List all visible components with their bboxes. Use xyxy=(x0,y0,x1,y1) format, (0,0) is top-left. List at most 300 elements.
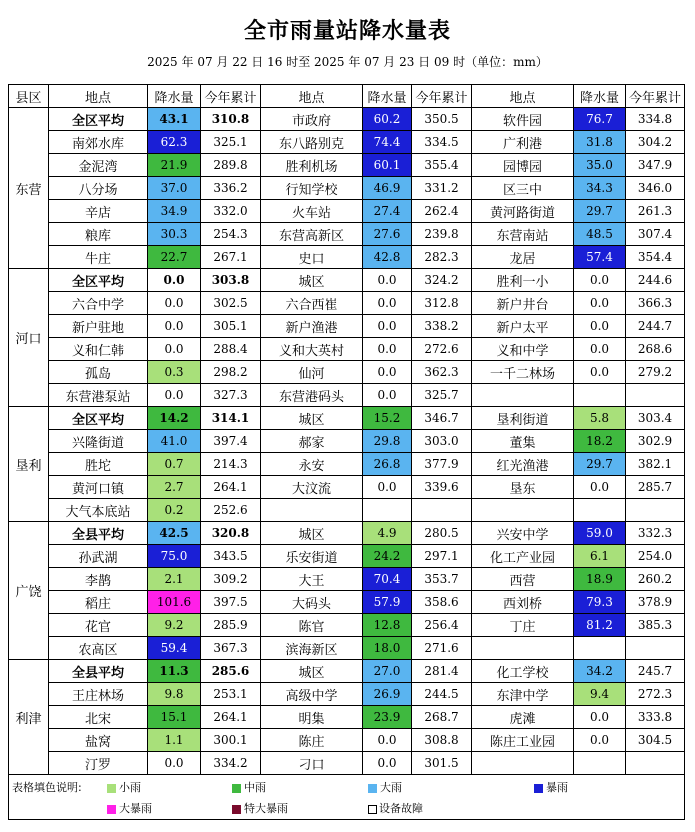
station-name: 陈官 xyxy=(261,614,363,637)
rainfall-value: 27.4 xyxy=(363,200,412,223)
rainfall-value: 5.8 xyxy=(574,407,626,430)
station-name: 花官 xyxy=(49,614,148,637)
rainfall-value: 0.0 xyxy=(363,269,412,292)
header-rainfall: 降水量 xyxy=(148,85,201,108)
station-name: 新户驻地 xyxy=(49,315,148,338)
station-name: 城区 xyxy=(261,269,363,292)
station-name: 兴隆街道 xyxy=(49,430,148,453)
table-row xyxy=(9,223,685,246)
rainfall-value: 0.0 xyxy=(363,315,412,338)
average-label: 全县平均 xyxy=(49,660,148,683)
rainfall-value: 0.0 xyxy=(363,729,412,752)
annual-total-value: 320.8 xyxy=(201,522,261,545)
station-name: 六合西崔 xyxy=(261,292,363,315)
station-name: 陈庄工业园 xyxy=(472,729,574,752)
station-name: 城区 xyxy=(261,407,363,430)
rainfall-value: 0.0 xyxy=(574,706,626,729)
station-name: 明集 xyxy=(261,706,363,729)
station-name: 兴安中学 xyxy=(472,522,574,545)
rainfall-value: 0.0 xyxy=(148,269,201,292)
rainfall-value: 0.0 xyxy=(148,752,201,775)
station-name: 孤岛 xyxy=(49,361,148,384)
annual-total-value: 253.1 xyxy=(201,683,261,706)
annual-total-value: 254.3 xyxy=(201,223,261,246)
legend-cell xyxy=(9,775,685,820)
rainfall-value: 37.0 xyxy=(148,177,201,200)
moderate-rain-swatch xyxy=(232,784,241,793)
annual-total-value: 338.2 xyxy=(412,315,472,338)
average-label: 全区平均 xyxy=(49,108,148,131)
station-name: 胜利一小 xyxy=(472,269,574,292)
header-rainfall: 降水量 xyxy=(574,85,626,108)
station-name: 永安 xyxy=(261,453,363,476)
rainfall-table xyxy=(8,84,685,820)
rainfall-value: 35.0 xyxy=(574,154,626,177)
rainfall-value: 43.1 xyxy=(148,108,201,131)
light-rain-swatch xyxy=(107,784,116,793)
station-name: 辛店 xyxy=(49,200,148,223)
table-row xyxy=(9,246,685,269)
rainfall-value: 2.1 xyxy=(148,568,201,591)
header-county: 县区 xyxy=(9,85,49,108)
station-name: 董集 xyxy=(472,430,574,453)
rainfall-value: 26.9 xyxy=(363,683,412,706)
rainfall-value: 60.2 xyxy=(363,108,412,131)
annual-total-value: 254.0 xyxy=(626,545,685,568)
table-body xyxy=(9,108,685,775)
rainfall-value: 29.8 xyxy=(363,430,412,453)
rainfall-value: 0.0 xyxy=(363,384,412,407)
annual-total-value: 239.8 xyxy=(412,223,472,246)
rainfall-value: 1.1 xyxy=(148,729,201,752)
rainfall-value: 12.8 xyxy=(363,614,412,637)
legend-fault-label: 设备故障 xyxy=(379,802,423,815)
annual-total-value: 362.3 xyxy=(412,361,472,384)
station-name: 盐窝 xyxy=(49,729,148,752)
table-row xyxy=(9,499,685,522)
rainfall-value: 22.7 xyxy=(148,246,201,269)
station-name: 黄河口镇 xyxy=(49,476,148,499)
rainfall-value: 0.0 xyxy=(363,361,412,384)
annual-total-value: 339.6 xyxy=(412,476,472,499)
rainfall-value: 59.0 xyxy=(574,522,626,545)
table-row xyxy=(9,292,685,315)
annual-total-value: 244.6 xyxy=(626,269,685,292)
annual-total-value: 297.1 xyxy=(412,545,472,568)
annual-total-value: 347.9 xyxy=(626,154,685,177)
annual-total-value: 327.3 xyxy=(201,384,261,407)
annual-total-value: 325.1 xyxy=(201,131,261,154)
annual-total-value: 333.8 xyxy=(626,706,685,729)
annual-total-value: 312.8 xyxy=(412,292,472,315)
table-row xyxy=(9,430,685,453)
annual-total-value: 281.4 xyxy=(412,660,472,683)
annual-total-value xyxy=(626,637,685,660)
station-name: 东营高新区 xyxy=(261,223,363,246)
station-name: 孙武湖 xyxy=(49,545,148,568)
station-name: 滨海新区 xyxy=(261,637,363,660)
annual-total-value: 309.2 xyxy=(201,568,261,591)
annual-total-value: 285.9 xyxy=(201,614,261,637)
annual-total-value: 302.5 xyxy=(201,292,261,315)
annual-total-value: 397.4 xyxy=(201,430,261,453)
rainfall-value: 0.0 xyxy=(363,476,412,499)
rainfall-value: 0.0 xyxy=(148,384,201,407)
county-name: 东营 xyxy=(9,108,49,269)
station-name: 汀罗 xyxy=(49,752,148,775)
legend-fault xyxy=(368,800,423,816)
rainfall-value: 21.9 xyxy=(148,154,201,177)
annual-total-value: 279.2 xyxy=(626,361,685,384)
rainfall-value: 42.5 xyxy=(148,522,201,545)
station-name: 东津中学 xyxy=(472,683,574,706)
station-name: 大汶流 xyxy=(261,476,363,499)
table-row xyxy=(9,729,685,752)
rainfall-value: 30.3 xyxy=(148,223,201,246)
heavy-rain-swatch xyxy=(368,784,377,793)
station-name: 高级中学 xyxy=(261,683,363,706)
station-name: 化工产业园 xyxy=(472,545,574,568)
table-row xyxy=(9,154,685,177)
station-name: 软件园 xyxy=(472,108,574,131)
station-name: 虎滩 xyxy=(472,706,574,729)
station-name: 区三中 xyxy=(472,177,574,200)
rainfall-value: 59.4 xyxy=(148,637,201,660)
rainfall-value: 76.7 xyxy=(574,108,626,131)
annual-total-value: 264.1 xyxy=(201,706,261,729)
annual-total-value: 343.5 xyxy=(201,545,261,568)
annual-total-value: 271.6 xyxy=(412,637,472,660)
rainfall-value: 0.7 xyxy=(148,453,201,476)
annual-total-value: 336.2 xyxy=(201,177,261,200)
fault-icon xyxy=(368,805,377,814)
rainfall-value: 18.2 xyxy=(574,430,626,453)
station-name: 大码头 xyxy=(261,591,363,614)
station-name: 行知学校 xyxy=(261,177,363,200)
station-name xyxy=(261,499,363,522)
annual-total-value: 314.1 xyxy=(201,407,261,430)
annual-total-value: 280.5 xyxy=(412,522,472,545)
station-name: 刁口 xyxy=(261,752,363,775)
header-annual-total: 今年累计 xyxy=(201,85,261,108)
table-row xyxy=(9,453,685,476)
table-row xyxy=(9,614,685,637)
station-name: 义和中学 xyxy=(472,338,574,361)
rainfall-value: 0.0 xyxy=(363,752,412,775)
table-row xyxy=(9,660,685,683)
table-row xyxy=(9,637,685,660)
rainfall-value: 2.7 xyxy=(148,476,201,499)
rainfall-value: 0.0 xyxy=(574,476,626,499)
annual-total-value: 303.0 xyxy=(412,430,472,453)
annual-total-value: 282.3 xyxy=(412,246,472,269)
annual-total-value: 377.9 xyxy=(412,453,472,476)
annual-total-value: 378.9 xyxy=(626,591,685,614)
legend-extreme-rainstorm-label: 特大暴雨 xyxy=(244,802,288,815)
rainfall-value: 46.9 xyxy=(363,177,412,200)
rainfall-value: 9.8 xyxy=(148,683,201,706)
legend-heavy-rainstorm xyxy=(107,800,152,816)
annual-total-value: 272.6 xyxy=(412,338,472,361)
annual-total-value: 268.6 xyxy=(626,338,685,361)
annual-total-value xyxy=(626,752,685,775)
table-row xyxy=(9,315,685,338)
station-name xyxy=(472,637,574,660)
station-name: 大王 xyxy=(261,568,363,591)
rainfall-value: 29.7 xyxy=(574,200,626,223)
annual-total-value: 310.8 xyxy=(201,108,261,131)
rainfall-value: 79.3 xyxy=(574,591,626,614)
county-name: 垦利 xyxy=(9,407,49,522)
station-name xyxy=(472,752,574,775)
rainfall-value: 26.8 xyxy=(363,453,412,476)
rainfall-value: 57.9 xyxy=(363,591,412,614)
rainfall-value: 27.0 xyxy=(363,660,412,683)
annual-total-value: 267.1 xyxy=(201,246,261,269)
station-name: 新户太平 xyxy=(472,315,574,338)
station-name: 西营 xyxy=(472,568,574,591)
station-name: 义和仁韩 xyxy=(49,338,148,361)
annual-total-value: 324.2 xyxy=(412,269,472,292)
rainfall-value: 18.0 xyxy=(363,637,412,660)
annual-total-value: 305.1 xyxy=(201,315,261,338)
table-row xyxy=(9,522,685,545)
rainfall-value: 0.0 xyxy=(574,292,626,315)
station-name: 东营南站 xyxy=(472,223,574,246)
annual-total-value: 298.2 xyxy=(201,361,261,384)
rainfall-value: 0.3 xyxy=(148,361,201,384)
annual-total-value: 245.7 xyxy=(626,660,685,683)
header-location: 地点 xyxy=(472,85,574,108)
annual-total-value: 353.7 xyxy=(412,568,472,591)
legend-moderate-rain xyxy=(232,779,266,795)
rainfall-value: 11.3 xyxy=(148,660,201,683)
rainfall-value xyxy=(574,384,626,407)
station-name: 大气本底站 xyxy=(49,499,148,522)
station-name: 红光渔港 xyxy=(472,453,574,476)
rainfall-value: 0.0 xyxy=(363,292,412,315)
station-name: 东八路别克 xyxy=(261,131,363,154)
heavy-rainstorm-swatch xyxy=(107,805,116,814)
annual-total-value: 252.6 xyxy=(201,499,261,522)
rainfall-value: 42.8 xyxy=(363,246,412,269)
rainfall-value: 0.0 xyxy=(148,338,201,361)
annual-total-value: 334.2 xyxy=(201,752,261,775)
station-name: 黄河路街道 xyxy=(472,200,574,223)
table-row xyxy=(9,131,685,154)
station-name: 农高区 xyxy=(49,637,148,660)
legend-heavy-rain-label: 大雨 xyxy=(380,781,402,794)
rainfall-value: 34.9 xyxy=(148,200,201,223)
station-name: 史口 xyxy=(261,246,363,269)
rainfall-value: 0.0 xyxy=(148,315,201,338)
rainfall-value xyxy=(363,499,412,522)
station-name: 胜利机场 xyxy=(261,154,363,177)
average-label: 全县平均 xyxy=(49,522,148,545)
annual-total-value: 272.3 xyxy=(626,683,685,706)
table-row xyxy=(9,200,685,223)
annual-total-value: 262.4 xyxy=(412,200,472,223)
rainfall-value: 29.7 xyxy=(574,453,626,476)
rainfall-value: 0.0 xyxy=(574,338,626,361)
page-title: 全市雨量站降水量表 xyxy=(243,19,451,44)
station-name: 东营港码头 xyxy=(261,384,363,407)
station-name: 龙居 xyxy=(472,246,574,269)
rainstorm-swatch xyxy=(534,784,543,793)
header-location: 地点 xyxy=(49,85,148,108)
rainfall-value: 15.1 xyxy=(148,706,201,729)
annual-total-value: 264.1 xyxy=(201,476,261,499)
table-row xyxy=(9,476,685,499)
header-annual-total: 今年累计 xyxy=(626,85,685,108)
annual-total-value xyxy=(412,499,472,522)
annual-total-value: 397.5 xyxy=(201,591,261,614)
rainfall-value: 70.4 xyxy=(363,568,412,591)
rainfall-value: 0.0 xyxy=(574,361,626,384)
legend-rainstorm xyxy=(534,779,568,795)
rainfall-value xyxy=(574,499,626,522)
station-name: 丁庄 xyxy=(472,614,574,637)
table-row xyxy=(9,338,685,361)
annual-total-value: 244.5 xyxy=(412,683,472,706)
rainfall-value xyxy=(574,752,626,775)
legend-row xyxy=(9,775,685,820)
station-name: 新户井台 xyxy=(472,292,574,315)
rainfall-value: 0.0 xyxy=(363,338,412,361)
annual-total-value: 256.4 xyxy=(412,614,472,637)
legend-rainstorm-label: 暴雨 xyxy=(546,781,568,794)
station-name xyxy=(472,499,574,522)
station-name: 金泥湾 xyxy=(49,154,148,177)
header-location: 地点 xyxy=(261,85,363,108)
annual-total-value: 334.5 xyxy=(412,131,472,154)
county-name: 河口 xyxy=(9,269,49,407)
station-name: 粮库 xyxy=(49,223,148,246)
table-row xyxy=(9,591,685,614)
station-name: 城区 xyxy=(261,522,363,545)
annual-total-value: 289.8 xyxy=(201,154,261,177)
county-name: 利津 xyxy=(9,660,49,775)
annual-total-value: 325.7 xyxy=(412,384,472,407)
rainfall-value: 14.2 xyxy=(148,407,201,430)
annual-total-value: 285.6 xyxy=(201,660,261,683)
header-annual-total: 今年累计 xyxy=(412,85,472,108)
annual-total-value: 302.9 xyxy=(626,430,685,453)
table-row xyxy=(9,177,685,200)
color-legend xyxy=(9,775,684,819)
time-range-subtitle: 2025 年 07 月 22 日 16 时至 2025 年 07 月 23 日 09 时（单位：mm） xyxy=(147,55,548,69)
table-row xyxy=(9,384,685,407)
annual-total-value: 304.5 xyxy=(626,729,685,752)
annual-total-value: 268.7 xyxy=(412,706,472,729)
station-name: 李鹊 xyxy=(49,568,148,591)
station-name: 西刘桥 xyxy=(472,591,574,614)
rainfall-value: 9.2 xyxy=(148,614,201,637)
annual-total-value: 332.3 xyxy=(626,522,685,545)
average-label: 全区平均 xyxy=(49,407,148,430)
annual-total-value: 300.1 xyxy=(201,729,261,752)
station-name: 垦东 xyxy=(472,476,574,499)
annual-total-value: 358.6 xyxy=(412,591,472,614)
table-row xyxy=(9,568,685,591)
rainfall-value: 0.0 xyxy=(574,269,626,292)
legend-heavy-rain xyxy=(368,779,402,795)
rainfall-value: 41.0 xyxy=(148,430,201,453)
annual-total-value: 385.3 xyxy=(626,614,685,637)
rainfall-value: 23.9 xyxy=(363,706,412,729)
annual-total-value: 331.2 xyxy=(412,177,472,200)
annual-total-value: 346.7 xyxy=(412,407,472,430)
station-name xyxy=(472,384,574,407)
annual-total-value: 308.8 xyxy=(412,729,472,752)
rainfall-value: 4.9 xyxy=(363,522,412,545)
annual-total-value: 301.5 xyxy=(412,752,472,775)
extreme-rainstorm-swatch xyxy=(232,805,241,814)
annual-total-value: 350.5 xyxy=(412,108,472,131)
annual-total-value: 261.3 xyxy=(626,200,685,223)
station-name: 火车站 xyxy=(261,200,363,223)
station-name: 园博园 xyxy=(472,154,574,177)
table-row xyxy=(9,545,685,568)
annual-total-value: 303.4 xyxy=(626,407,685,430)
station-name: 六合中学 xyxy=(49,292,148,315)
table-row xyxy=(9,683,685,706)
station-name: 乐安街道 xyxy=(261,545,363,568)
annual-total-value: 334.8 xyxy=(626,108,685,131)
rainfall-value: 6.1 xyxy=(574,545,626,568)
rainfall-value: 0.0 xyxy=(148,292,201,315)
station-name: 义和大英村 xyxy=(261,338,363,361)
station-name: 稻庄 xyxy=(49,591,148,614)
station-name: 牛庄 xyxy=(49,246,148,269)
rainfall-value: 62.3 xyxy=(148,131,201,154)
annual-total-value: 304.2 xyxy=(626,131,685,154)
station-name: 北宋 xyxy=(49,706,148,729)
table-row xyxy=(9,407,685,430)
rainfall-value: 48.5 xyxy=(574,223,626,246)
station-name: 城区 xyxy=(261,660,363,683)
header-rainfall: 降水量 xyxy=(363,85,412,108)
station-name: 新户渔港 xyxy=(261,315,363,338)
station-name: 郝家 xyxy=(261,430,363,453)
legend-heavy-rainstorm-label: 大暴雨 xyxy=(119,802,152,815)
legend-moderate-rain-label: 中雨 xyxy=(244,781,266,794)
rainfall-value: 81.2 xyxy=(574,614,626,637)
annual-total-value: 260.2 xyxy=(626,568,685,591)
annual-total-value: 307.4 xyxy=(626,223,685,246)
station-name: 王庄林场 xyxy=(49,683,148,706)
station-name: 仙河 xyxy=(261,361,363,384)
county-name: 广饶 xyxy=(9,522,49,660)
annual-total-value: 214.3 xyxy=(201,453,261,476)
rainfall-value: 60.1 xyxy=(363,154,412,177)
station-name: 陈庄 xyxy=(261,729,363,752)
station-name: 市政府 xyxy=(261,108,363,131)
annual-total-value: 288.4 xyxy=(201,338,261,361)
table-row xyxy=(9,269,685,292)
annual-total-value: 355.4 xyxy=(412,154,472,177)
station-name: 广利港 xyxy=(472,131,574,154)
station-name: 南郊水库 xyxy=(49,131,148,154)
rainfall-value: 34.2 xyxy=(574,660,626,683)
table-row xyxy=(9,108,685,131)
rainfall-value: 0.2 xyxy=(148,499,201,522)
legend-light-rain xyxy=(107,779,141,795)
annual-total-value: 354.4 xyxy=(626,246,685,269)
rainfall-value: 75.0 xyxy=(148,545,201,568)
annual-total-value: 366.3 xyxy=(626,292,685,315)
rainfall-value: 0.0 xyxy=(574,729,626,752)
